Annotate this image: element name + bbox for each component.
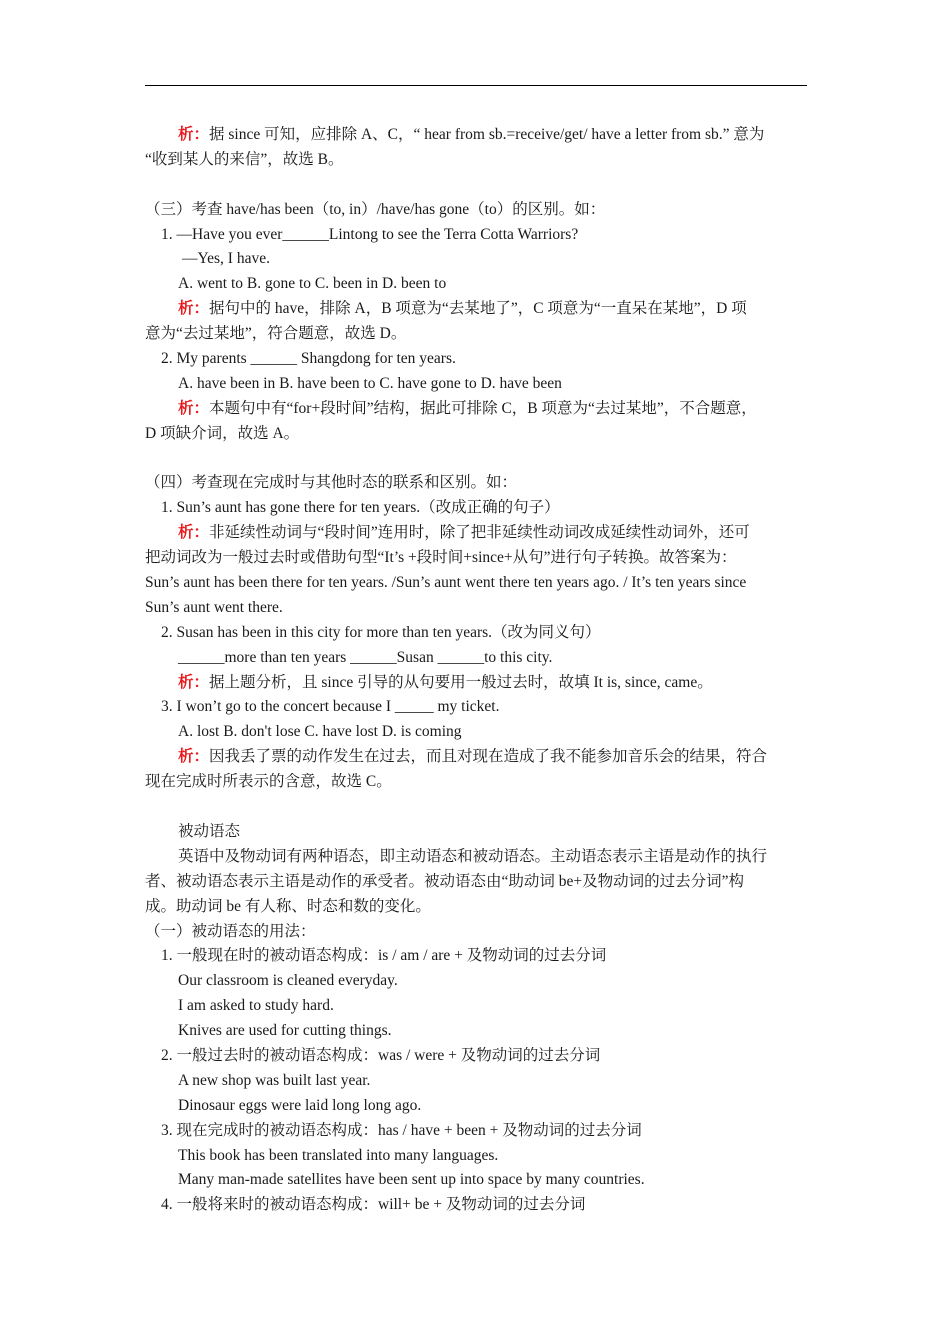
text-line: D 项缺介词，故选 A。 bbox=[145, 424, 300, 442]
analysis-line: 析：据上题分析，且 since 引导的从句要用一般过去时，故填 It is, since, came。 bbox=[178, 673, 713, 691]
section-heading: （一）被动语态的用法： bbox=[145, 922, 316, 940]
question-line: 1. —Have you ever______Lintong to see the Terra Cotta Warriors? bbox=[161, 225, 579, 243]
rule-line: 1. 一般现在时的被动语态构成：is / am / are + 及物动词的过去分词 bbox=[161, 947, 607, 965]
analysis-label: 析： bbox=[178, 300, 210, 318]
text-line: Sun’s aunt went there. bbox=[145, 598, 283, 616]
rule-line: 2. 一般过去时的被动语态构成：was / were + 及物动词的过去分词 bbox=[161, 1046, 601, 1064]
rule-line: 3. 现在完成时的被动语态构成：has / have + been + 及物动词的过去分词 bbox=[161, 1121, 642, 1139]
header-rule bbox=[145, 85, 807, 86]
text-line: Sun’s aunt has been there for ten years. /Sun’s aunt went there ten years ago. / It’s ten years since bbox=[145, 574, 747, 592]
section-heading: （三）考查 have/has been（to, in）/have/has gone（to）的区别。如： bbox=[145, 200, 606, 218]
analysis-label: 析： bbox=[178, 399, 210, 417]
text-line: —Yes, I have. bbox=[182, 250, 270, 268]
analysis-line: 析：据句中的 have，排除 A，B 项意为“去某地了”，C 项意为“一直呆在某地”，D 项 bbox=[178, 300, 747, 318]
options-line: A. went to B. gone to C. been in D. been to bbox=[178, 275, 447, 293]
section-heading: （四）考查现在完成时与其他时态的联系和区别。如： bbox=[145, 474, 518, 492]
analysis-line: 析：非延续性动词与“段时间”连用时，除了把非延续性动词改成延续性动词外，还可 bbox=[178, 524, 750, 542]
options-line: A. lost B. don't lose C. have lost D. is coming bbox=[178, 723, 462, 741]
analysis-label: 析： bbox=[178, 126, 210, 143]
text-line: 意为“去过某地”，符合题意，故选 D。 bbox=[145, 325, 407, 343]
example-line: Our classroom is cleaned everyday. bbox=[178, 972, 398, 990]
document-body bbox=[145, 123, 815, 1218]
question-line: 2. My parents ______ Shangdong for ten years. bbox=[161, 350, 456, 368]
example-line: Many man-made satellites have been sent up into space by many countries. bbox=[178, 1171, 645, 1189]
options-line: A. have been in B. have been to C. have gone to D. have been bbox=[178, 374, 562, 392]
text-line: 英语中及物动词有两种语态，即主动语态和被动语态。主动语态表示主语是动作的执行 bbox=[178, 847, 768, 865]
analysis-line: 析：据 since 可知，应排除 A、C，“ hear from sb.=receive/get/ have a letter from sb.” 意为 bbox=[178, 126, 765, 143]
analysis-line: 析：本题句中有“for+段时间”结构，据此可排除 C，B 项意为“去过某地”，不合题意， bbox=[178, 399, 757, 417]
example-line: I am asked to study hard. bbox=[178, 997, 334, 1015]
analysis-label: 析： bbox=[178, 748, 210, 766]
example-line: Dinosaur eggs were laid long long ago. bbox=[178, 1096, 422, 1114]
example-line: Knives are used for cutting things. bbox=[178, 1022, 392, 1040]
analysis-line: 析：因我丢了票的动作发生在过去，而且对现在造成了我不能参加音乐会的结果，符合 bbox=[178, 748, 768, 766]
text-line: 者、被动语态表示主语是动作的承受者。被动语态由“助动词 be+及物动词的过去分词”构 bbox=[145, 872, 745, 890]
question-line: 2. Susan has been in this city for more than ten years.（改为同义句） bbox=[161, 623, 601, 641]
text-line: ______more than ten years ______Susan ______to this city. bbox=[178, 648, 553, 666]
text-line: 成。助动词 be 有人称、时态和数的变化。 bbox=[145, 897, 431, 915]
section-title: 被动语态 bbox=[178, 822, 241, 840]
text-line: 现在完成时所表示的含意，故选 C。 bbox=[145, 773, 392, 791]
question-line: 1. Sun’s aunt has gone there for ten years.（改成正确的句子） bbox=[161, 499, 560, 517]
question-line: 3. I won’t go to the concert because I _____ my ticket. bbox=[161, 698, 500, 716]
rule-line: 4. 一般将来时的被动语态构成：will+ be + 及物动词的过去分词 bbox=[161, 1196, 586, 1214]
example-line: This book has been translated into many languages. bbox=[178, 1146, 499, 1164]
analysis-label: 析： bbox=[178, 524, 210, 542]
text-line: 把动词改为一般过去时或借助句型“It’s +段时间+since+从句”进行句子转换。故答案为： bbox=[145, 549, 737, 567]
text-line: “收到某人的来信”，故选 B。 bbox=[145, 150, 344, 168]
analysis-label: 析： bbox=[178, 673, 210, 691]
example-line: A new shop was built last year. bbox=[178, 1071, 371, 1089]
